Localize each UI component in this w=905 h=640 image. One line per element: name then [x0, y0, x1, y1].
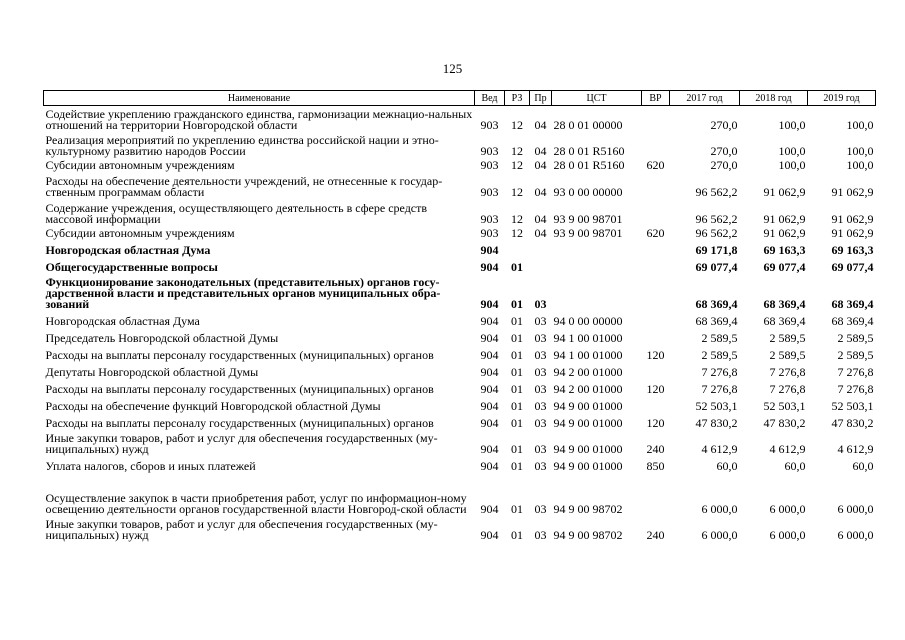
row-value-2019: 6 000,0: [837, 501, 874, 516]
row-value-2018: 7 276,8: [769, 381, 806, 396]
row-cst: 94 9 00 98702: [553, 527, 623, 542]
row-value-2017: 52 503,1: [695, 398, 738, 413]
row-rz: 12: [511, 225, 523, 240]
table-row: [44, 106, 876, 132]
row-value-2018: 52 503,1: [763, 398, 806, 413]
row-rz: 01: [511, 441, 523, 456]
row-pr: 04: [534, 143, 547, 158]
table-row: [44, 132, 876, 158]
row-pr: 03: [534, 296, 547, 311]
table-row: [44, 172, 876, 199]
row-value-2019: 100,0: [846, 157, 874, 172]
row-cst: [552, 240, 642, 257]
row-cst: 93 0 00 00000: [553, 184, 623, 199]
row-ved: 904: [480, 527, 499, 542]
table-row: [44, 199, 876, 226]
row-value-2018: 69 077,4: [763, 259, 806, 274]
row-pr: [530, 240, 552, 257]
row-name: Содержание учреждения, осуществляющего деятельность в сфере средств массовой информации: [45, 200, 428, 226]
row-value-2017: 96 562,2: [695, 184, 738, 199]
table-row: [44, 240, 876, 257]
row-value-2018: 100,0: [778, 157, 806, 172]
row-vr: [642, 240, 670, 257]
row-ved: 904: [480, 415, 499, 430]
row-value-2019: 7 276,8: [837, 381, 874, 396]
row-name: Осуществление закупок в части приобретения работ, услуг по информацион-ному освещению деятельности органов государственной власти Новгород-ской области: [45, 490, 467, 516]
row-rz: [505, 240, 530, 257]
row-cst: 94 1 00 01000: [553, 347, 623, 362]
table-row: [44, 516, 876, 542]
row-pr: 03: [534, 458, 547, 473]
row-name: Иные закупки товаров, работ и услуг для обеспечения государственных (му-ниципальных) нужд: [45, 516, 438, 542]
row-name: Субсидии автономным учреждениям: [45, 157, 235, 172]
row-name: Новгородская областная Дума: [45, 313, 200, 328]
row-pr: 03: [534, 313, 547, 328]
row-rz: 01: [511, 364, 523, 379]
row-ved: 903: [480, 143, 499, 158]
row-ved: 904: [480, 458, 499, 473]
row-cst: 94 2 00 01000: [553, 381, 623, 396]
row-cst: 94 9 00 01000: [553, 398, 623, 413]
table-row: [44, 274, 876, 311]
row-name: Расходы на обеспечение деятельности учреждений, не отнесенные к государ-ственным программам области: [45, 173, 443, 199]
row-cst: [552, 274, 642, 311]
header-cst: ЦСТ: [552, 91, 642, 106]
table-row: [44, 430, 876, 456]
row-name: Расходы на выплаты персоналу государственных (муниципальных) органов: [45, 415, 434, 430]
row-value-2018: 69 163,3: [763, 242, 806, 257]
header-pr: Пр: [530, 91, 552, 106]
row-ved: 903: [480, 157, 499, 172]
row-rz: 01: [511, 501, 523, 516]
row-value-2019: 7 276,8: [837, 364, 874, 379]
row-value-2017: 6 000,0: [701, 527, 738, 542]
row-pr: 03: [534, 501, 547, 516]
row-name: Общегосударственные вопросы: [45, 259, 218, 274]
table-row: [44, 158, 876, 172]
table-row: [44, 311, 876, 328]
row-ved: 904: [480, 242, 499, 257]
row-cst: 93 9 00 98701: [553, 211, 623, 226]
row-ved: 904: [480, 296, 499, 311]
row-value-2017: 270,0: [710, 117, 738, 132]
row-value-2018: 7 276,8: [769, 364, 806, 379]
row-value-2019: 2 589,5: [837, 347, 874, 362]
row-pr: 03: [534, 527, 547, 542]
row-rz: 12: [511, 184, 523, 199]
row-value-2017: 96 562,2: [695, 211, 738, 226]
row-ved: 904: [480, 441, 499, 456]
row-value-2017: 2 589,5: [701, 330, 738, 345]
row-value-2017: 68 369,4: [695, 313, 738, 328]
row-value-2018: 4 612,9: [769, 441, 806, 456]
row-value-2019: 47 830,2: [831, 415, 874, 430]
table-row: [44, 456, 876, 473]
table-row: [44, 328, 876, 345]
row-rz: 01: [511, 381, 523, 396]
row-vr: [642, 106, 670, 132]
row-vr: [642, 274, 670, 311]
row-value-2019: 6 000,0: [837, 527, 874, 542]
row-ved: 903: [480, 117, 499, 132]
row-value-2018: 2 589,5: [769, 330, 806, 345]
row-value-2018: 91 062,9: [763, 211, 806, 226]
row-rz: 01: [511, 415, 523, 430]
row-rz: 01: [511, 313, 523, 328]
row-pr: 03: [534, 330, 547, 345]
table-row: [44, 396, 876, 413]
row-pr: 04: [534, 157, 547, 172]
row-value-2018: 68 369,4: [763, 313, 806, 328]
row-value-2018: 68 369,4: [763, 296, 806, 311]
row-name: Расходы на обеспечение функций Новгородской областной Думы: [45, 398, 381, 413]
row-value-2018: 91 062,9: [763, 184, 806, 199]
row-rz: 01: [511, 330, 523, 345]
row-vr: [642, 396, 670, 413]
row-ved: 904: [480, 501, 499, 516]
row-ved: 904: [480, 259, 499, 274]
row-name: Расходы на выплаты персоналу государственных (муниципальных) органов: [45, 347, 434, 362]
row-pr: 03: [534, 441, 547, 456]
row-cst: 93 9 00 98701: [553, 225, 623, 240]
row-vr: 240: [646, 527, 665, 542]
row-value-2019: 91 062,9: [831, 184, 874, 199]
row-value-2019: 69 163,3: [831, 242, 874, 257]
row-value-2017: 96 562,2: [695, 225, 738, 240]
row-value-2019: 68 369,4: [831, 313, 874, 328]
row-vr: [642, 328, 670, 345]
row-rz: 01: [511, 458, 523, 473]
row-rz: 01: [511, 296, 523, 311]
row-value-2017: 270,0: [710, 157, 738, 172]
row-value-2019: 4 612,9: [837, 441, 874, 456]
table-row: [44, 362, 876, 379]
row-pr: 04: [534, 117, 547, 132]
row-value-2017: 69 077,4: [695, 259, 738, 274]
row-vr: 240: [646, 441, 665, 456]
row-value-2018: 100,0: [778, 117, 806, 132]
row-name: Иные закупки товаров, работ и услуг для обеспечения государственных (му-ниципальных) нужд: [45, 430, 438, 456]
row-vr: 620: [646, 225, 665, 240]
row-value-2018: 6 000,0: [769, 527, 806, 542]
row-pr: 03: [534, 381, 547, 396]
row-value-2019: 100,0: [846, 143, 874, 158]
row-ved: 904: [480, 364, 499, 379]
row-name: Уплата налогов, сборов и иных платежей: [45, 458, 256, 473]
header-rz: РЗ: [505, 91, 530, 106]
row-vr: 620: [646, 157, 665, 172]
row-pr: [530, 257, 552, 274]
row-cst: [552, 257, 642, 274]
row-pr: 04: [534, 184, 547, 199]
row-value-2017: 68 369,4: [695, 296, 738, 311]
table-row: [44, 257, 876, 274]
header-name: Наименование: [44, 91, 475, 106]
row-cst: 94 9 00 98702: [553, 501, 623, 516]
row-name: Субсидии автономным учреждениям: [45, 225, 235, 240]
table-row: [44, 413, 876, 430]
row-cst: 28 0 01 00000: [553, 117, 623, 132]
row-cst: 94 9 00 01000: [553, 415, 623, 430]
header-2017: 2017 год: [670, 91, 740, 106]
row-ved: 904: [480, 330, 499, 345]
row-vr: [642, 172, 670, 199]
row-value-2017: 2 589,5: [701, 347, 738, 362]
row-ved: 903: [480, 225, 499, 240]
row-vr: 120: [646, 415, 665, 430]
row-cst: 94 9 00 01000: [553, 441, 623, 456]
row-cst: 94 1 00 01000: [553, 330, 623, 345]
row-rz: 12: [511, 211, 523, 226]
row-vr: [642, 362, 670, 379]
row-ved: 904: [480, 347, 499, 362]
row-ved: 903: [480, 184, 499, 199]
table-row: [44, 379, 876, 396]
row-pr: 03: [534, 398, 547, 413]
row-pr: 03: [534, 415, 547, 430]
row-value-2017: 60,0: [716, 458, 738, 473]
row-vr: [642, 132, 670, 158]
header-2018: 2018 год: [740, 91, 808, 106]
row-vr: [642, 199, 670, 226]
row-value-2019: 68 369,4: [831, 296, 874, 311]
row-value-2017: 7 276,8: [701, 381, 738, 396]
budget-table: [43, 90, 876, 542]
row-vr: 120: [646, 347, 665, 362]
row-value-2018: 60,0: [784, 458, 806, 473]
row-rz: 12: [511, 143, 523, 158]
row-rz: 01: [511, 259, 523, 274]
table-row: [44, 226, 876, 240]
row-ved: 904: [480, 313, 499, 328]
row-rz: 01: [511, 398, 523, 413]
header-2019: 2019 год: [808, 91, 876, 106]
header-vr: ВР: [642, 91, 670, 106]
table-body: [44, 106, 876, 542]
table-header-row: [44, 91, 876, 106]
row-cst: 94 0 00 00000: [553, 313, 623, 328]
row-cst: 28 0 01 R5160: [553, 157, 625, 172]
row-value-2018: 2 589,5: [769, 347, 806, 362]
table-row: [44, 345, 876, 362]
row-vr: [642, 257, 670, 274]
row-pr: 03: [534, 347, 547, 362]
row-rz: 12: [511, 157, 523, 172]
row-name: Новгородская областная Дума: [45, 242, 211, 257]
row-value-2019: 52 503,1: [831, 398, 874, 413]
row-name: Функционирование законодательных (представительных) органов госу-дарственной власти и представительных органов муниципальных обра-зований: [45, 274, 441, 311]
row-vr: 120: [646, 381, 665, 396]
row-value-2019: 91 062,9: [831, 225, 874, 240]
row-value-2018: 91 062,9: [763, 225, 806, 240]
row-value-2019: 69 077,4: [831, 259, 874, 274]
row-name: Депутаты Новгородской областной Думы: [45, 364, 259, 379]
row-value-2017: 6 000,0: [701, 501, 738, 516]
page-number: 125: [442, 61, 463, 76]
header-ved: Вед: [475, 91, 505, 106]
row-value-2019: 91 062,9: [831, 211, 874, 226]
row-cst: 28 0 01 R5160: [553, 143, 625, 158]
table-row: [44, 473, 876, 516]
row-name: Расходы на выплаты персоналу государственных (муниципальных) органов: [45, 381, 434, 396]
row-value-2018: 100,0: [778, 143, 806, 158]
row-rz: 01: [511, 527, 523, 542]
row-pr: 04: [534, 211, 547, 226]
row-name: Содействие укреплению гражданского единства, гармонизации межнацио-нальных отношений на территории Новгородской области: [45, 106, 473, 132]
row-vr: [642, 311, 670, 328]
row-vr: [642, 473, 670, 516]
row-pr: 04: [534, 225, 547, 240]
row-value-2019: 60,0: [852, 458, 874, 473]
row-ved: 904: [480, 398, 499, 413]
row-name: Реализация мероприятий по укреплению единства российской нации и этно-культурному развитию народов России: [45, 132, 439, 158]
row-ved: 903: [480, 211, 499, 226]
row-ved: 904: [480, 381, 499, 396]
row-pr: 03: [534, 364, 547, 379]
row-value-2019: 100,0: [846, 117, 874, 132]
row-value-2017: 270,0: [710, 143, 738, 158]
row-value-2017: 69 171,8: [695, 242, 738, 257]
row-value-2017: 4 612,9: [701, 441, 738, 456]
row-value-2018: 47 830,2: [763, 415, 806, 430]
row-vr: 850: [646, 458, 665, 473]
row-name: Председатель Новгородской областной Думы: [45, 330, 279, 345]
row-rz: 01: [511, 347, 523, 362]
row-value-2017: 7 276,8: [701, 364, 738, 379]
row-cst: 94 2 00 01000: [553, 364, 623, 379]
row-value-2019: 2 589,5: [837, 330, 874, 345]
row-value-2017: 47 830,2: [695, 415, 738, 430]
row-rz: 12: [511, 117, 523, 132]
row-cst: 94 9 00 01000: [553, 458, 623, 473]
row-value-2018: 6 000,0: [769, 501, 806, 516]
